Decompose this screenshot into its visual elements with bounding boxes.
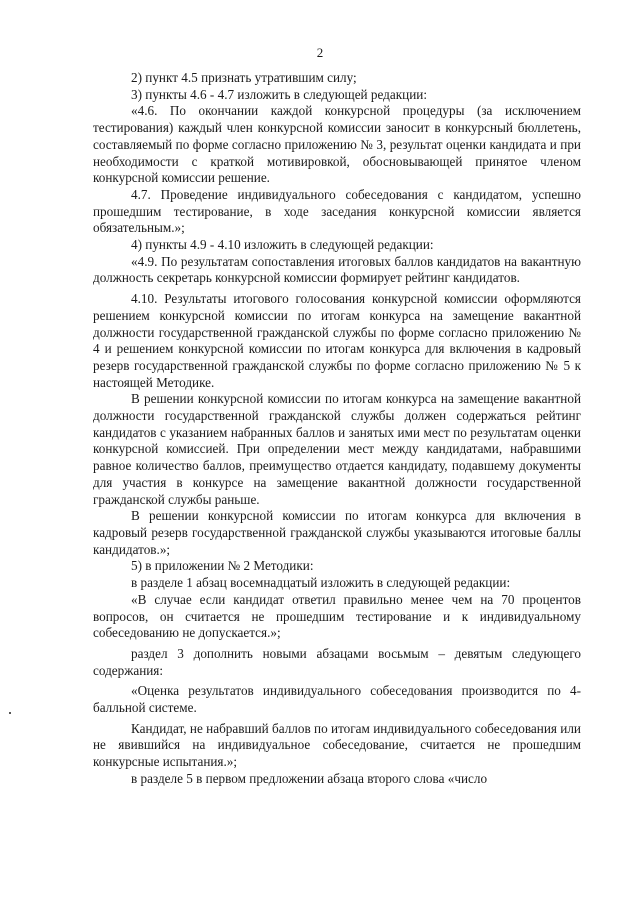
paragraph-item-3: 3) пункты 4.6 - 4.7 изложить в следующей редакции: xyxy=(131,86,427,102)
paragraph-section-5: в разделе 5 в первом предложении абзаца второго слова «число xyxy=(131,770,488,786)
margin-dot xyxy=(9,712,11,714)
paragraph-vacancy-decision: В решении конкурсной комиссии по итогам конкурса на замещение вакантной должности государственной гражданской службы должен содержаться рейтинг кандидатов с указанием набранных баллов и занятых ими мест по результатам оценки конкурсной комиссией. При определении мест между кандидатами, набравшими равное количество баллов, преимущество отдается кандидату, подавшему документы для участия в конкурсе на замещение вакантной должности государственной гражданской службы раньше. xyxy=(93,391,581,507)
paragraph-reserve-decision: В решении конкурсной комиссии по итогам конкурса для включения в кадровый резерв государственной гражданской службы указываются итоговые баллы кандидатов.»; xyxy=(93,508,581,557)
paragraph-clause-4-10: 4.10. Результаты итогового голосования конкурсной комиссии оформляются решением конкурсной комиссии по итогам конкурса на замещение вакантной должности государственной гражданской службы по форме согласно приложению № 4 и решением конкурсной комиссии по итогам конкурса для включения в кадровый резерв государственной гражданской службы по форме согласно приложению № 5 к настоящей Методике. xyxy=(93,291,581,390)
paragraph-item-2: 2) пункт 4.5 признать утратившим силу; xyxy=(131,70,357,85)
paragraph-item-5: 5) в приложении № 2 Методики: xyxy=(131,558,314,574)
paragraph-interview-scale: «Оценка результатов индивидуального собеседования производится по 4-балльной системе. xyxy=(93,683,581,716)
paragraph-testing-threshold: «В случае если кандидат ответил правильно менее чем на 70 процентов вопросов, он считается не прошедшим тестирование и к индивидуальному собеседованию не допускается.»; xyxy=(93,591,581,641)
paragraph-clause-4-7: 4.7. Проведение индивидуального собеседования с кандидатом, успешно прошедшим тестирование, в ходе заседания конкурсной комиссии является обязательным.»; xyxy=(93,186,581,236)
paragraph-item-4: 4) пункты 4.9 - 4.10 изложить в следующей редакции: xyxy=(131,237,434,253)
paragraph-clause-4-9: «4.9. По результатам сопоставления итоговых баллов кандидатов на вакантную должность секретарь конкурсной комиссии формирует рейтинг кандидатов. xyxy=(93,253,581,286)
page-number: 2 xyxy=(316,45,324,60)
paragraph-section-3: раздел 3 дополнить новыми абзацами восьмым – девятым следующего содержания: xyxy=(93,645,581,678)
document-body xyxy=(93,70,581,788)
paragraph-clause-4-6: «4.6. По окончании каждой конкурсной процедуры (за исключением тестирования) каждый член конкурсной комиссии заносит в конкурсный бюллетень, составляемый по форме согласно приложению № 3, результат оценки кандидата и при необходимости с краткой мотивировкой, обосновывающей принятое членом конкурсной комиссии решение. xyxy=(93,103,581,186)
paragraph-failed-candidate: Кандидат, не набравший баллов по итогам индивидуального собеседования или не явившийся на индивидуальное собеседование, считается не прошедшим конкурсные испытания.»; xyxy=(93,720,581,770)
paragraph-section-1: в разделе 1 абзац восемнадцатый изложить в следующей редакции: xyxy=(131,575,511,591)
